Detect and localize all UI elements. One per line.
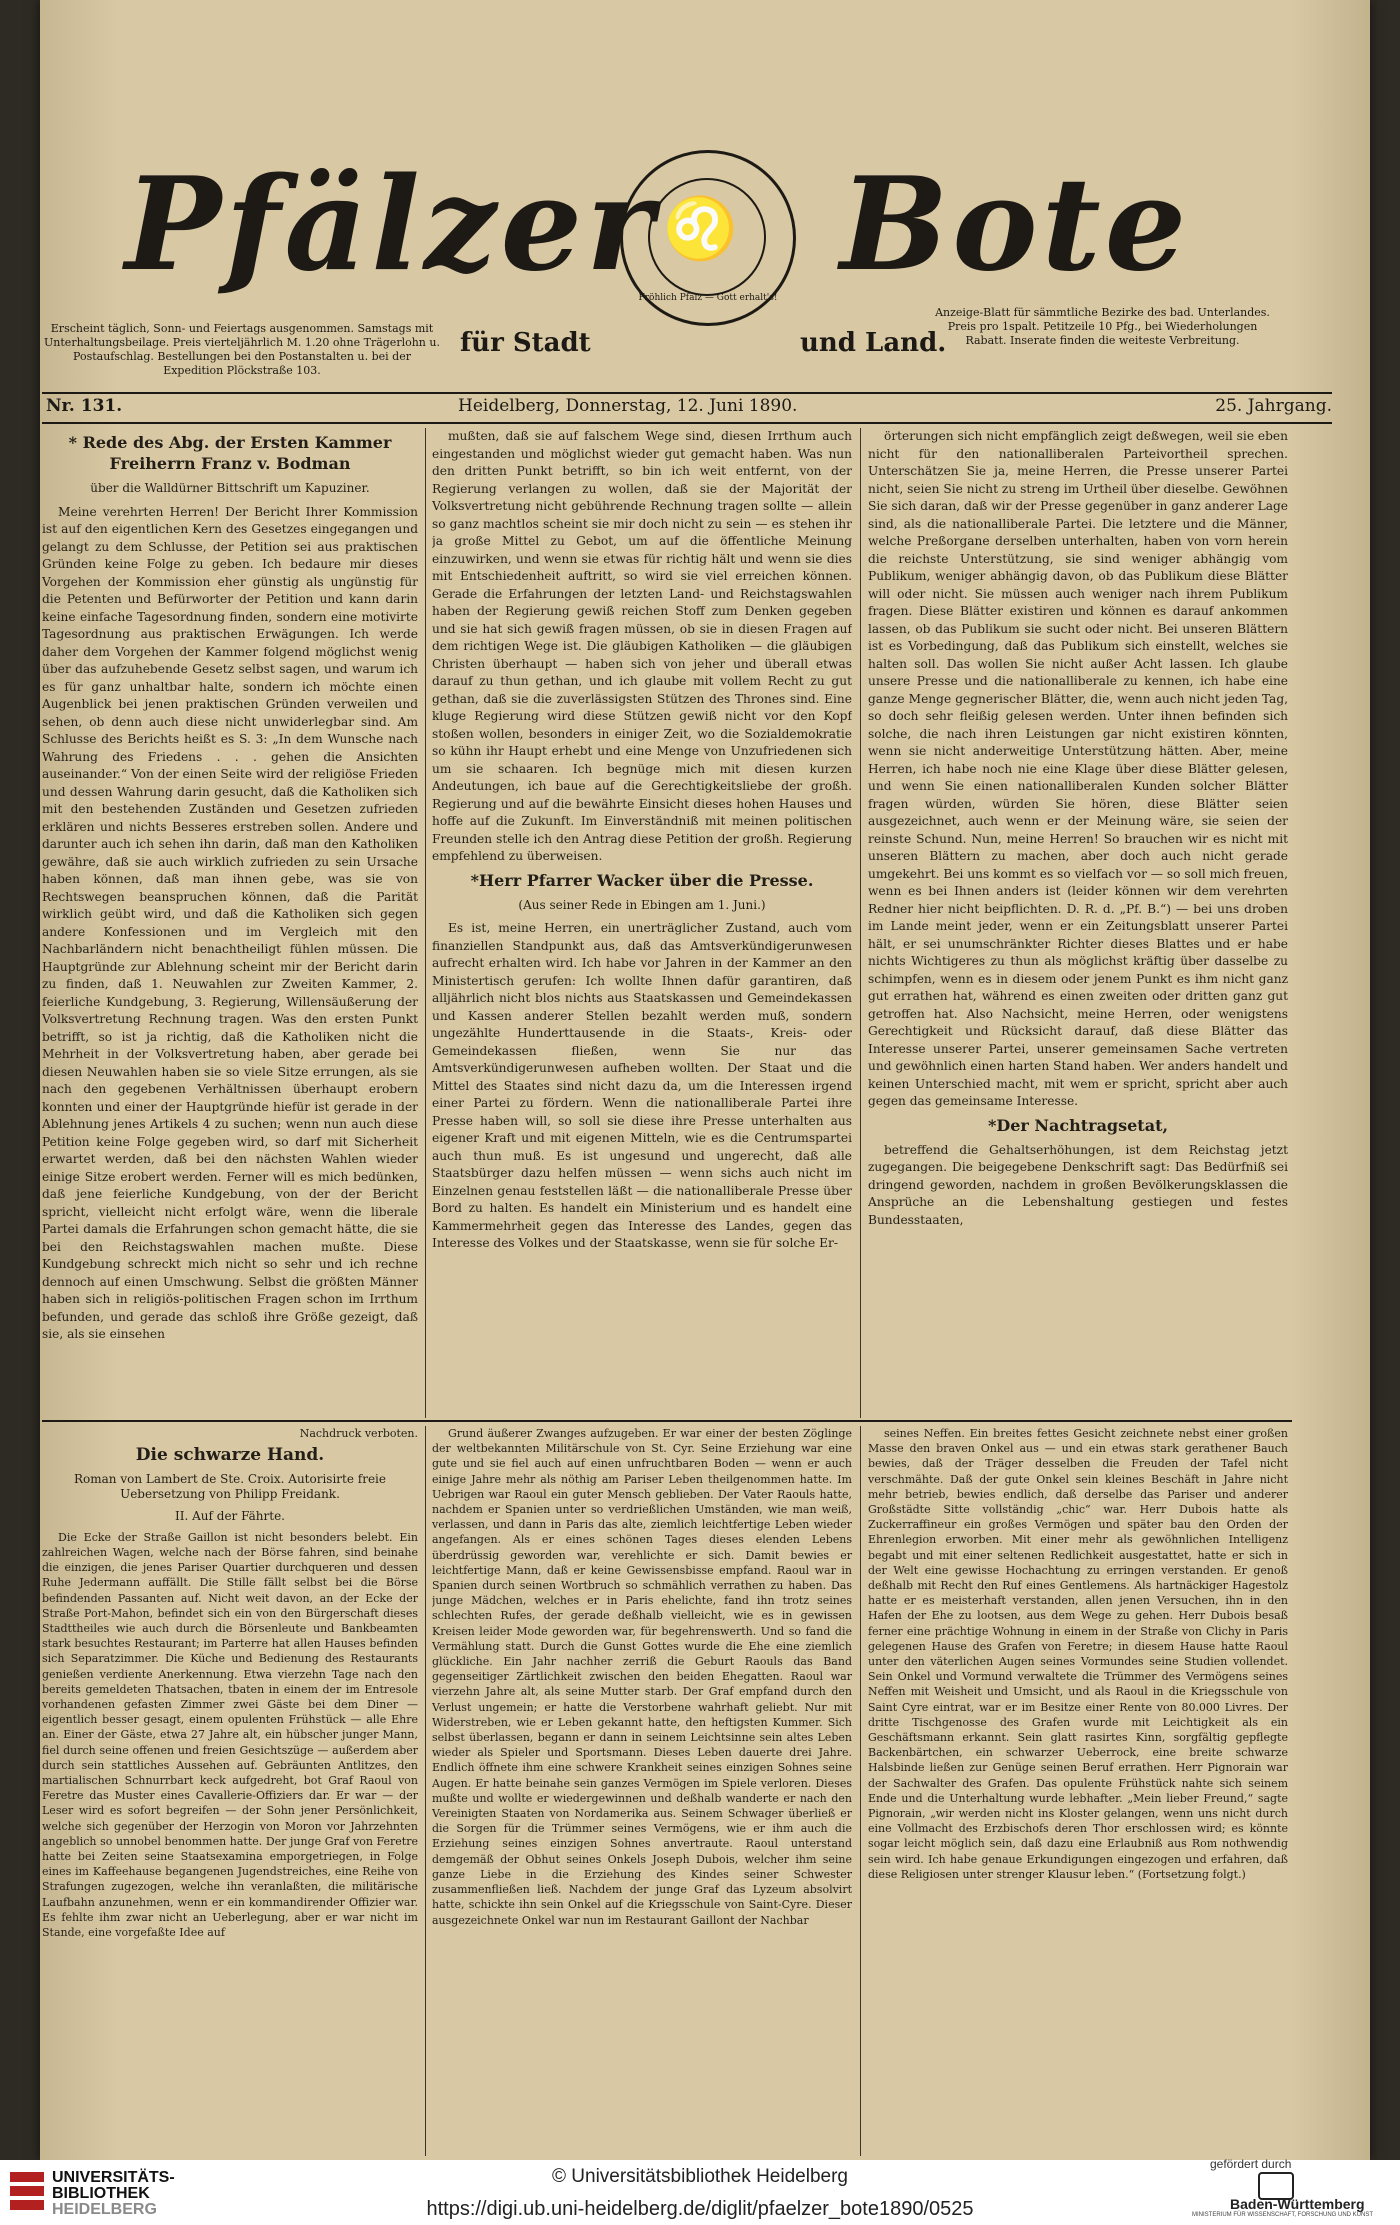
article-heading-wacker: *Herr Pfarrer Wacker über die Presse. (470, 870, 814, 890)
article-subheading-wacker: (Aus seiner Rede in Ebingen am 1. Juni.) (518, 897, 766, 912)
feuilleton-column-2 (432, 1426, 852, 2156)
feuilleton-column-3 (868, 1426, 1288, 2156)
copyright-notice: © Universitätsbibliothek Heidelberg (552, 2166, 848, 2187)
masthead (40, 100, 1370, 390)
logo-line-1: UNIVERSITÄTS- (52, 2169, 175, 2186)
newspaper-page (40, 0, 1370, 2160)
seal-motto: Fröhlich Pfalz — Gott erhalt's! (638, 293, 778, 303)
rule-top (42, 392, 1332, 394)
article-subheading-bodman: über die Walldürner Bittschrift um Kapuziner. (90, 481, 370, 495)
lion-emblem-icon: ♌ (663, 194, 738, 264)
article-body-bodman: Meine verehrten Herren! Der Bericht Ihrer Kommission ist auf den eigentlichen Kern des Gesetzes eingegangen und gelangt zu dem Schlusse, der Petition sei aus praktischen Gründen keine Folge zu geben. Ich bedaure mir dieses Vorgehen der Kommission eher günstig als ungünstig für die Petenten und Befürworter der Petition und kann darin keine einfache Tagesordnung finden, sondern eine motivirte Tagesordnung aus praktischen Erwägungen. Ich werde daher dem Vorgehen der Kammer folgend möglichst wenig über das aufzuhebende Gesetz selbst sagen, und warum ich es für ganz unhaltbar halte, sondern ich möchte einen Augenblick bei jenen praktischen Gründen verweilen und sehen, ob denn auch diese nicht unwiderlegbar sind. Am Schlusse des Berichts heißt es S. 3: „In dem Wunsche nach Wahrung des Friedens . . . gehen die Ansichten auseinander.“ Von der einen Seite wird der religiöse Frieden und dessen Wahrung darin gesucht, daß die Katholiken sich mit den bestehenden Zuständen und Gesetzen zufrieden erklären und nichts Besseres erstreben sollen. Andere und darunter auch ich sehen ihn darin, daß man den Katholiken gewähre, daß sie auch wirklich zufrieden zu sein Ursache haben können, daß man ihnen gebe, was sie von Rechtswegen beanspruchen können, daß die Parität wirklich geübt wird, und daß die Katholiken sich gegen andere Konfessionen und im Vergleich mit den Nachbarländern nicht benachtheiligt fühlen müssen. Die Hauptgründe zur Ablehnung scheint mir der Bericht darin zu finden, daß 1. Neuwahlen zur Zweiten Kammer, 2. feierliche Kundgebung, 3. Regierung, Willensäußerung der Volksvertretung Rechnung tragen. Was den ersten Punkt betrifft, so ist ja richtig, daß die Katholiken nicht die Mehrheit in der Volksvertretung haben, aber gerade bei diesen Neuwahlen haben sie so viele Sitze errungen, als sie nach den gegebenen Verhältnissen überhaupt erobern konnten und einer der Hauptgründe hiefür ist gerade in der Ablehnung jenes Artikels 4 zu suchen; wenn nun auch diese Petition keine Folge gegeben wird, so darf mit Sicherheit erwartet werden, daß bei den nächsten Wahlen wieder einige Sitze erobert werden. Ferner will es mich bedünken, daß jene feierliche Kundgebung, von der der Bericht spricht, vielleicht nicht erfolgt wäre, wenn die liberale Partei damals die Erfahrungen schon gemacht hätte, die sie bei den Reichstagswahlen machen mußte. Diese Kundgebung schreckt mich nicht so sehr und ich rechne dennoch auf einen Umschwung. Selbst die größten Männer haben sich in religiös-politischen Fragen schon im Irrthum befunden, und gerade das schloß ihre Größe gezeigt, daß sie, als sie einsehen (42, 504, 418, 1341)
masthead-und-land: und Land. (800, 328, 947, 358)
article-column-3 (868, 428, 1288, 1418)
permalink-url[interactable]: https://digi.ub.uni-heidelberg.de/diglit/pfaelzer_bote1890/0525 (426, 2198, 974, 2220)
article-column-1 (42, 428, 418, 1418)
advertising-info: Anzeige-Blatt für sämmtliche Bezirke des bad. Unterlandes. Preis pro 1spalt. Petitzeile 10 Pfg., bei Wiederholungen Rabatt. Inserate finden die weiteste Verbreitung. (935, 306, 1270, 347)
feuilleton-body-3: seines Neffen. Ein breites fettes Gesicht zeichnete nebst einer großen Masse den braven Onkel aus — und ein etwas stark gerathener Bauch bewies, daß der Träger desselben die Freuden der Tafel nicht verschmähte. Daß der gute Onkel sein kleines Beschäft in Jahre nicht mehr betrieb, bewies endlich, daß derselbe das Pariser und anderer Großstädte Sitte vollständig „chic“ war. Herr Dubois hatte als Zuckerraffineur ein großes Vermögen und später bau den Orden der Ehrenlegion erworben. Mit einer mehr als gewöhnlichen Intelligenz begabt und mit einer seltenen Redlichkeit ausgestattet, hatte er sich in der Welt eine gewisse Hochachtung zu erringen verstanden. Er genoß deßhalb mit Recht den Ruf eines Gentlemens. Als hartnäckiger Hagestolz hatte er es meisterhaft verstanden, allen jenen Versuchen, ihn in den Hafen der Ehe zu lootsen, aus dem Wege zu gehen. Herr Dubois besaß ferner eine prächtige Wohnung in einem in der Straße von Clichy in Paris gelegenen Hause des Grafen von Feretre; in diesem Hause hatte Raoul unter den väterlichen Augen seines Vormundes seine Studien vollendet. Sein Onkel und Vormund verwaltete die Trümmer des Vermögens seines Neffen mit Weisheit und Umsicht, und als Raoul in die Kriegsschule von Saint Cyre eintrat, war er im Besitze einer Rente von 80.000 Livres. Der dritte Tischgenosse des Grafen wurde mit Leichtigkeit als ein Geschäftsmann erkannt. Sein glatt rasirtes Kinn, sorgfältig gepflegte Backenbärtchen, ein schwarzer Ueberrock, eine breite schwarze Halsbinde ließen zur Genüge seinen Beruf errathen. Herr Pignorain war der Sachwalter des Grafen. Das opulente Frühstück nahte sich seinem Ende und die Unterhaltung wurde lebhafter. „Mein lieber Freund,“ sagte Pignorain, „wir werden nicht ins Kloster gelangen, wenn uns nicht durch eine Vollmacht des Erzbischofs deren Thor erschlossen wird; es könnte sogar leicht möglich sein, daß dazu eine Erlaubniß aus Rom nothwendig sein wird. Ich habe genaue Erkundigungen eingezogen und erfahren, daß diese Religiosen unter strenger Klausur leben.“ (Fortsetzung folgt.) (868, 1427, 1288, 1881)
article-body-nachtragsetat: betreffend die Gehaltserhöhungen, ist dem Reichstag jetzt zugegangen. Die beigegebene Denkschrift sagt: Das Bedürfniß sei dringend geworden, nachdem in großen Bevölkerungsklassen die Ansprüche an die Lebenshaltung gestiegen und festes Bundesstaaten, (868, 1142, 1288, 1227)
column-divider (425, 1426, 426, 2156)
logo-line-3: HEIDELBERG (52, 2201, 157, 2218)
feuilleton-rule (42, 1420, 1292, 1422)
subscription-info: Erscheint täglich, Sonn- und Feiertags ausgenommen. Samstags mit Unterhaltungsbeilage. Preis vierteljährlich M. 1.20 ohne Trägerlohn u. Postaufschlag. Bestellungen bei den Postanstalten u. bei der Expedition Plöckstraße 103. (44, 322, 440, 377)
article-body-wacker-cont: örterungen sich nicht empfänglich zeigt deßwegen, weil sie eben nicht für den nationalliberalen Parteivortheil sprechen. Unterschätzen Sie ja, meine Herren, die Presse unserer Partei nicht, seien Sie nicht zu streng im Urtheil über dieselbe. Gewöhnen Sie sich daran, daß wir der Presse gegenüber in ganz anderer Lage sind, als die nationalliberale Partei. Die letztere und die Männer, welche Preßorgane derselben unterhalten, haben von vorn herein die reichste Unterstützung, sie sind weniger abhängig vom Publikum, weniger abhängig davon, ob das Publikum diese Blätter will oder nicht. Sie müssen auch weniger nach ihrem Publikum fragen. Diese Blätter existiren und können es darauf ankommen lassen, ob das Publikum sie sucht oder nicht. Bei unseren Blättern ist es Vorbedingung, daß das Publikum sich einstellt, welches sie halten soll. Das wollen Sie nicht außer Acht lassen. Ich glaube unsere Presse und die nationalliberale zu kennen, ich habe eine ganze Menge gegnerischer Blätter, die, wenn auch nicht jeden Tag, so doch sehr fleißig gelesen werden. Unter ihnen befinden sich solche, die nach ihren Leistungen gar nicht existiren könnten, wenn sie nicht anderweitige Unterstützung hätten. Aber, meine Herren, ich habe noch nie eine Klage über diese Blätter gelesen, und wenn Sie einen nationalliberalen Kunden solcher Blätter fragen würden, würden Sie hören, diese Blätter seien ausgezeichnet, auch wenn er der Meinung wäre, sie seien der reinste Schund. Nun, meine Herren! So brauchen wir es nicht mit unseren Blättern zu machen, aber doch auch nicht gerade umgekehrt. Bei uns kommt es so vielfach vor — so soll mich freuen, wenn es bei Ihnen anders ist (leider können wir dem verehrten Redner hier nicht beipflichten. D. R. d. „Pf. B.“) — bei uns droben im Lande meint jeder, wenn er ein Zeitungsblatt unserer Partei hält, er sei unumschränkter Richter dieses Blattes und er habe nichts Wichtigeres zu thun als möglichst kräftig über dasselbe zu schimpfen, wenn es in diesem oder jenem Punkt es ihm nicht ganz gut errathen hat, während es einen zweiten oder dritten ganz gut getroffen hat. Also Nachsicht, meine Herren, oder wenigstens Gerechtigkeit und Rücksicht darauf, daß diese Blätter das Interesse unserer Partei, unserer gemeinsamen Sache vertreten und gewöhnlich einen harten Stand haben. Wer anders handelt und keinen Unterschied macht, mit wem er spricht, spricht aber auch gegen das gemeinsame Interesse. (868, 429, 1288, 1108)
issue-volume: 25. Jahrgang. (1215, 396, 1332, 416)
issue-date: Heidelberg, Donnerstag, 12. Juni 1890. (458, 396, 798, 416)
column-divider (860, 428, 861, 1418)
feuilleton-body-1: Die Ecke der Straße Gaillon ist nicht besonders belebt. Ein zahlreichen Wagen, welche nach der Börse fahren, sind beinahe die einzigen, die jenes Pariser Quartier durchqueren und dessen Ruhe Jedermann auffällt. Die Stille fällt selbst bei die Börse befindenden Passanten auf. Nicht weit davon, an der Ecke der Straße Port-Mahon, befindet sich ein von den Bürgerschaft dieses Stadttheiles wie auch durch die Börsenleute und Bankbeamten stark besuchtes Restaurant; im Parterre hat allen Hauses befinden sich Separatzimmer. Die Küche und Bedienung des Restaurants genießen verdiente Anerkennung. Etwa vierzehn Tage nach den bereits gemeldeten Thatsachen, tbaten in einem der im Entresole vorhandenen gefasten Zimmer zwei Gäste bei dem Diner — eigentlich besser gesagt, einem opulenten Frühstück — alle Ehre an. Einer der Gäste, etwa 27 Jahre alt, ein hübscher junger Mann, fiel durch seine offenen und freien Gesichtszüge — außerdem aber durch sein stattliches Aussehen auf. Gebräunten Antlitzes, den martialischen Schnurrbart keck aufgedreht, bot Graf Raoul von Feretre das Muster eines Cavallerie-Offiziers dar. Er war — der Leser wird es sofort begreifen — der Sohn jener Persönlichkeit, welche sich gegenüber der Herzogin von Moron vor Jahrzehnten angeblich so unnobel benommen hatte. Der junge Graf von Feretre hatte bei Zeiten seine Staatsexamina emporgetriegen, in Folge eines im Kaffeehause begangenen Jugendstreiches, eine Reihe von Strafungen zugezogen, welche ihn veranlaßten, die militärische Laufbahn anzunehmen, wenn er ein kommandirender Offizier war. Es fehlte ihm zwar nicht an Ueberlegung, aber er war nicht im Stande, eine vorgefaßte Idee auf (42, 1530, 418, 1940)
sponsor-ministry: MINISTERIUM FÜR WISSENSCHAFT, FORSCHUNG UND KUNST (1192, 2212, 1374, 2218)
reprint-note: Nachdruck verboten. (299, 1427, 418, 1440)
masthead-seal (620, 150, 796, 326)
feuilleton-column-1 (42, 1426, 418, 2156)
rule-below-dateline (42, 422, 1332, 424)
logo-line-2: BIBLIOTHEK (52, 2185, 150, 2202)
article-column-2 (432, 428, 852, 1418)
feuilleton-title: Die schwarze Hand. (135, 1445, 325, 1466)
article-heading-bodman: * Rede des Abg. der Ersten Kammer Freiherrn Franz v. Bodman (68, 433, 392, 473)
article-body-wacker: Es ist, meine Herren, ein unerträglicher Zustand, auch vom finanziellen Standpunkt aus, daß das Amtsverkündigerunwesen aufrecht erhalten wird. Ich habe vor Jahren in der Kammer an den Ministertisch gerufen: Ich wollte Ihnen dafür garantiren, daß alljährlich nicht blos nichts aus Staatskassen und Gemeindekassen und Kassen anderer Stellen bezahlt werden muß, sondern ungezählte Hunderttausende in die Staats-, Kreis- oder Gemeindekassen fließen, wenn Sie nur das Amtsverkündigerunwesen aufheben wollten. Der Staat und die Mittel des Staates sind nicht dazu da, um die Interessen irgend einer Partei zu fördern. Wenn die nationalliberale Partei ihre Presse haben will, so soll sie diese ihre Presse unterhalten aus eigener Kraft und mit eigenen Mitteln, wie es die Centrumspartei auch thun muß. Es ist ungesund und ungerecht, daß alle Staatsbürger dazu helfen müssen — wenn sichs auch nicht im Einzelnen genau feststellen läßt — die nationalliberale Presse über Bord zu halten. Es handelt ein Ministerium und es handelt eine Kammermehrheit gegen das Interesse des Landes, gegen das Interesse des Volkes und der Staatskasse, wenn sie für solche Er- (432, 921, 852, 1250)
feuilleton-chapter: II. Auf der Fährte. (175, 1508, 285, 1523)
sponsor-name[interactable]: Baden-Württemberg (1230, 2196, 1365, 2212)
masthead-fuer-stadt: für Stadt (460, 328, 591, 358)
masthead-title-left: Pfälzer (125, 150, 658, 300)
feuilleton-byline: Roman von Lambert de Ste. Croix. Autorisirte freie Uebersetzung von Philipp Freidank. (74, 1472, 386, 1502)
dateline (40, 396, 1370, 422)
column-divider (425, 428, 426, 1418)
column-divider (860, 1426, 861, 2156)
masthead-title-right: Bote (840, 150, 1191, 300)
issue-number: Nr. 131. (46, 396, 123, 416)
article-heading-nachtragsetat: *Der Nachtragsetat, (987, 1115, 1169, 1135)
article-body-bodman-cont: mußten, daß sie auf falschem Wege sind, diesen Irrthum auch eingestanden und möglichst wieder gut gemacht haben. Was nun den dritten Punkt betrifft, so bin ich weit entfernt, von der Regierung verlangen zu wollen, daß sie der Majorität der Volksvertretung nicht gebührende Rechnung tragen sollte — allein so ganz machtlos scheint sie mir doch nicht zu sein — es stehen ihr ja große Mittel zu Gebot, um auf die öffentliche Meinung einzuwirken, und wenn sie etwas für richtig hält und wenn sie dies mit Entschiedenheit auftritt, so wird sie viel erreichen können. Gerade die Erfahrungen der letzten Land- und Reichstagswahlen haben der Regierung gewiß reichen Stoff zum Denken gegeben und sie hat sich gewiß fragen müssen, ob sie in diesen Fragen auf dem richtigen Wege ist. Die gläubigen Katholiken — die gläubigen Christen überhaupt — haben sich von jeher und überall etwas darauf zu thun gethan, und ich glaube mit vollem Recht zu gut gethan, daß sie die zuverlässigsten Stützen des Thrones sind. Eine kluge Regierung wird diese Stützen gewiß nicht vor den Kopf stoßen wollen, besonders in einiger Zeit, wo die Sozialdemokratie so kühn ihr Haupt erhebt und eine Menge von Unzufriedenen sich um sie schaaren. Ich begnüge mich mit diesen kurzen Andeutungen, ich baue auf die Gerechtigkeitsliebe der großh. Regierung und auf die bewährte Einsicht dieses hohen Hauses und hoffe auf die Zukunft. Im Einverständniß mit meinen politischen Freunden stelle ich den Antrag diese Petition der großh. Regierung empfehlend zu überweisen. (432, 429, 852, 863)
sponsor-label: gefördert durch (1210, 2157, 1292, 2171)
feuilleton-body-2: Grund äußerer Zwanges aufzugeben. Er war einer der besten Zöglinge der weltbekannten Militärschule von St. Cyr. Seine Erziehung war eine gute und sie fiel auch auf einen unfruchtbaren Boden — wenn er auch einige Jahre mehr als nöthig am Pariser Leben theilgenommen hatte. Im Uebrigen war Raoul ein guter Mensch geblieben. Der Vater Raouls hatte, nachdem er Spanien unter so verdrießlichen Umständen, wie man weiß, verlassen, und dann in Paris das alte, ziemlich leichtfertige Leben wieder angefangen. Als er eines schönen Tages dieses elenden Lebens überdrüssig geworden war, verehlichte er sich. Damit bewies er leichtfertige Mann, daß er keine Gewissensbisse empfand. Raoul war in Spanien durch seinen Wortbruch so schmählich verrathen zu haben. Das junge Mädchen, welches er in Paris ehelichte, fand ihn trotz seines schlechten Rufes, der gerade deßhalb vielleicht, wie es in gewissen Kreisen leider Mode geworden war, für begehrenswerth. Und so fand die Vermählung statt. Durch die Gunst Gottes wurde die Ehe eine ziemlich glückliche. Ein Jahr nachher zerriß die Geburt Raouls das Band gegenseitiger Zärtlichkeit zwischen den beiden Ehegatten. Raoul war vierzehn Jahre alt, als seine Mutter starb. Der Graf empfand durch den Verlust ungemein; er hatte die Verstorbene wahrhaft geliebt. Nur mit Widerstreben, wie er Leben gekannt hatte, den heftigsten Kummer. Sich selbst überlassen, begann er dann in seinem Leichtsinne sein altes Leben wieder als Spieler und Sportsmann. Dieses Leben dauerte drei Jahre. Endlich öffnete ihm eine schwere Krankheit seines einzigen Sohnes seine Augen. Er hatte beinahe sein ganzes Vermögen im Spiele verloren. Dieses mußte und wollte er wiedergewinnen und deßhalb wanderte er nach den Vereinigten Staaten von Nordamerika aus. Seinem Schwager überließ er die Sorgen für die Trümmer seines Vermögens, wie er ihm auch die Erziehung seines einzigen Sohnes anvertraute. Raoul unterstand demgemäß der Obhut seines Onkels Joseph Dubois, welcher ihm seine ganze Liebe in die Erziehung des Kindes seiner Schwester zusammenfließen ließ. Nachdem der junge Graf das Lyzeum absolvirt hatte, schickte ihn sein Onkel auf die Kriegsschule von Saint-Cyre. Dieser ausgezeichnete Onkel war nun im Restaurant Gaillont der Nachbar (432, 1427, 852, 1927)
